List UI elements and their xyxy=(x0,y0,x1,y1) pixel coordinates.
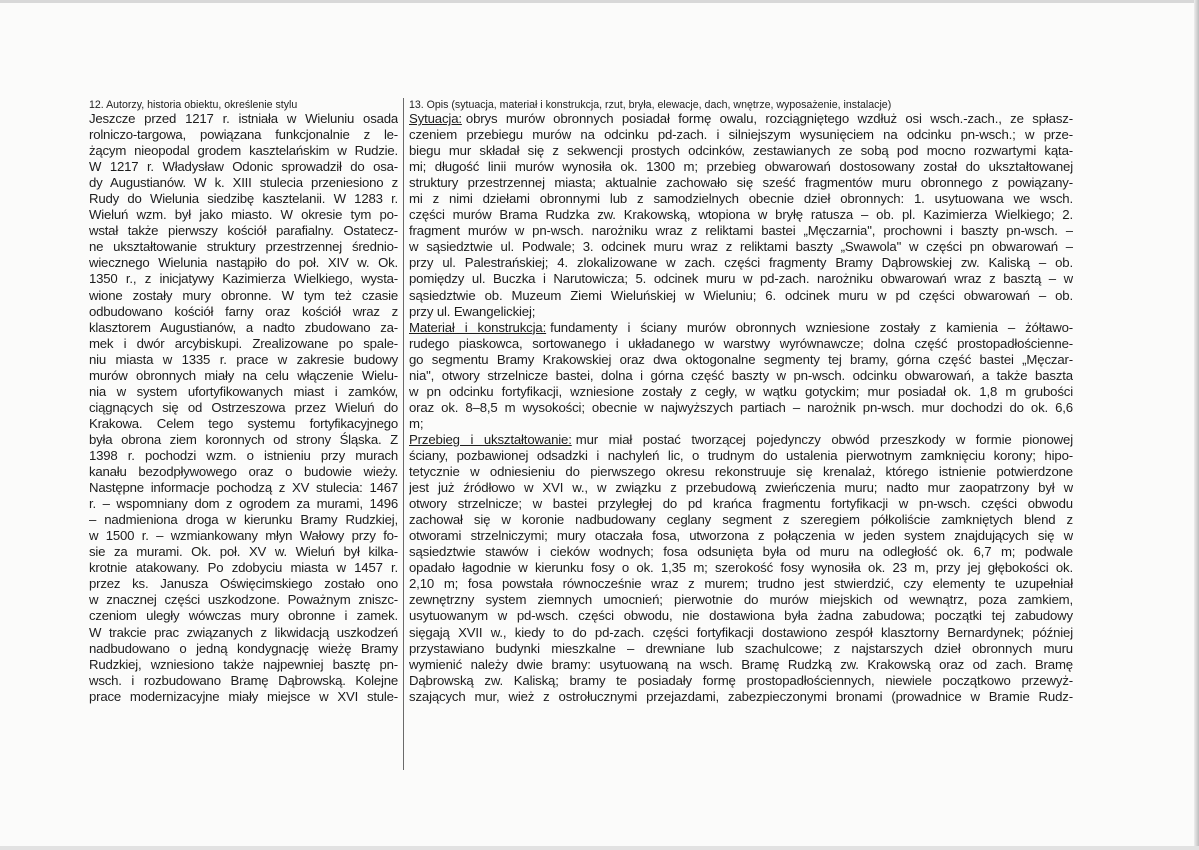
history-line: r. – wspomniany dom z ogrodem za murami, 1496 xyxy=(89,496,398,512)
description-line xyxy=(409,111,1073,127)
history-line: przez ks. Janusza Oświęcimskiego zostało ono xyxy=(89,576,398,592)
description-line: rudego piaskowca, sortowanego i układanego w warstwy wyrównawcze; dolna część prostopadłościenne- xyxy=(409,335,1073,351)
description-line: sąsiedztwie ob. Muzeum Ziemi Wieluńskiej w Wieluniu; 6. odcinek muru w pd części obwarowań – ob. xyxy=(409,287,1073,303)
history-line: wstał także pierwszy kościół parafialny. Ostatecz- xyxy=(89,223,398,239)
history-line: Rudy do Wielunia siedzibę kasztelanii. W 1283 r. xyxy=(89,191,398,207)
description-line xyxy=(409,432,1073,448)
description-line: opadało łagodnie w kierunku fosy o ok. 1,35 m; szerokość fosy wynosiła ok. 23 m, przy jej głębokości ok. xyxy=(409,560,1073,576)
description-line: Dąbrowską zw. Kaliską; bramy te posiadały formę prostopadłościennych, niewiele początkowo przewyż- xyxy=(409,672,1073,688)
history-line: Rudzkiej, wzniesiono także najpewniej basztę pn- xyxy=(89,656,398,672)
scan-edge-right xyxy=(1194,0,1199,850)
history-line: Jeszcze przed 1217 r. istniała w Wieluniu osada xyxy=(89,111,398,126)
history-line: klasztorem Augustianów, a nadto zbudowano za- xyxy=(89,319,398,335)
history-line: ne ukształtowanie struktury przestrzennej średnio- xyxy=(89,239,398,255)
description-line: jest już źródłowo w XVI w., w związku z przebudową zwieńczenia muru; nadto mur zaopatrzony był w xyxy=(409,480,1073,496)
description-column xyxy=(409,99,1073,705)
section-label: Materiał i konstrukcja: xyxy=(409,319,547,335)
description-line: struktury przestrzennej miasta; aktualnie zachowało się sześć fragmentów muru obronnego z powiązany- xyxy=(409,175,1073,191)
history-line: czeniom uległy wówczas mury obronne i zamek. xyxy=(89,608,398,624)
description-line: 2,10 m; fosa powstała równocześnie wraz z murem; trudno jest stwierdzić, czy elementy te uzupełniał xyxy=(409,576,1073,592)
description-line: przy ul. Palestrańskiej; 4. zlokalizowane w zach. części fragmenty Bramy Dąbrowskiej zw. Kaliską – ob. xyxy=(409,255,1073,271)
description-line: otworami strzelniczymi; mury otaczała fosa, utworzona z połączenia w jeden system znajdujących się w xyxy=(409,528,1073,544)
description-line: otwory strzelnicze; w bastei przyległej do pd krańca fragmentu fortyfikacji w pn-wsch. części obwodu xyxy=(409,496,1073,512)
history-line: sie za murami. Ok. poł. XV w. Wieluń był kilka- xyxy=(89,544,398,560)
history-line: dy Augustianów. W k. XIII stulecia przeniesiono z xyxy=(89,175,398,191)
description-line: zachował się w koronie nadbudowany ceglany segment z szeregiem półkoliście zamkniętych blend z xyxy=(409,512,1073,528)
description-line: tetycznie w odniesieniu do pierwszego okresu rekonstruuje się krenalaż, którego istnienie potwierdzone xyxy=(409,464,1073,480)
history-heading: 12. Autorzy, historia obiektu, określenie stylu xyxy=(89,99,298,111)
history-line: 1350 r., z inicjatywy Kazimierza Wielkiego, wysta- xyxy=(89,271,398,287)
description-line: zewnętrzny system ziemnych umocnień; pierwotnie do murów miejskich od wewnątrz, poza zamkiem, xyxy=(409,592,1073,608)
description-line: mi z nimi dziełami obronnymi lub z samodzielnych obecnie dzieł obronnych: 1. usytuowana we wsch. xyxy=(409,191,1073,207)
description-line xyxy=(409,320,1073,336)
description-line: wymienić należy dwie bramy: usytuowaną na wsch. Bramę Rudzką zw. Krakowską oraz od zach. Bramę xyxy=(409,656,1073,672)
history-column xyxy=(89,99,398,705)
scan-edge-bottom xyxy=(0,846,1199,850)
description-line: biegu mur składał się z sekwencji prostych odcinków, zestawianych ze sobą pod mocno rozwartymi kąta- xyxy=(409,143,1073,159)
history-line: kanału bezodpływowego oraz o budowie wieży. xyxy=(89,464,398,480)
description-line: sąsiedztwie stawów i cieków wodnych; fosa odsunięta była od muru na odległość ok. 6,7 m; podwale xyxy=(409,544,1073,560)
history-line: żącym nieopodal grodem kasztelańskim w Rudzie. xyxy=(89,143,398,159)
description-line: w sąsiedztwie ul. Podwale; 3. odcinek muru wraz z reliktami baszty „Swawola" w części pn obwarowań – xyxy=(409,239,1073,255)
history-line: wione zostały mury obronne. W tym też czasie xyxy=(89,287,398,303)
description-line: czeniem przebiegu murów na odcinku pd-zach. i silniejszym wysunięciem na odcinku pn-wsch.; w prze- xyxy=(409,127,1073,143)
section-text: fundamenty i ściany murów obronnych wzniesione zostały z kamienia – żółtawo- xyxy=(550,319,1073,335)
history-line: Krakowa. Celem tego systemu fortyfikacyjnego xyxy=(89,415,398,431)
description-line: ściany, pozbawionej odsadzki i nachyleń lic, o trudnym do ustalenia pierwotnym zamknięciu korony; hipo- xyxy=(409,447,1073,463)
history-line: wsch. i rozbudowano Bramę Dąbrowską. Kolejne xyxy=(89,672,398,688)
description-line: fragment murów w pn-wsch. narożniku wraz z reliktami bastei „Męczarnia", prochowni i baszty pn-wsch. – xyxy=(409,223,1073,239)
history-line: krotnie atakowany. Po zdobyciu miasta w 1457 r. xyxy=(89,560,398,576)
history-line: mek i dwór arcybiskupi. Zrealizowane po spale- xyxy=(89,335,398,351)
description-section xyxy=(409,320,1073,432)
history-line: W 1217 r. Władysław Odonic sprowadził do osa- xyxy=(89,159,398,175)
description-line: przy ul. Ewangelickiej; xyxy=(409,303,536,319)
history-line: ciągnących się od Ostrzeszowa przez Wieluń do xyxy=(89,399,398,415)
description-section xyxy=(409,111,1073,320)
description-line: w pn odcinku fortyfikacji, wzniesione zostały z cegły, w wątku gotyckim; mur posiadał ok. 1,8 m grubości xyxy=(409,383,1073,399)
column-divider xyxy=(403,98,404,770)
description-line: mi; długość linii murów wynosiła ok. 1300 m; przebieg obwarowań dostosowany został do ukształtowanej xyxy=(409,159,1073,175)
section-label: Przebieg i ukształtowanie: xyxy=(409,431,572,447)
history-line: – nadmieniona droga w kierunku Bramy Rudzkiej, xyxy=(89,512,398,528)
description-line: przystawiano budynki mieszkalne – drewniane lub szachulcowe; z najstarszych dzieł obronnych muru xyxy=(409,640,1073,656)
history-line: niu miasta w 1335 r. prace w zakresie budowy xyxy=(89,351,398,367)
description-heading: 13. Opis (sytuacja, materiał i konstrukcja, rzut, bryła, elewacje, dach, wnętrze, wyposażenie, instalacje) xyxy=(409,99,892,111)
history-line: w 1500 r. – wzmiankowany młyn Wałowy przy fo- xyxy=(89,528,398,544)
scan-edge-top xyxy=(0,0,1199,3)
section-text: obrys murów obronnych posiadał formę owalu, rozciągniętego wzdłuż osi wsch.-zach., ze spłasz- xyxy=(465,111,1073,126)
history-line: Następne informacje pochodzą z XV stulecia: 1467 xyxy=(89,480,398,496)
history-line: nia w system ufortyfikowanych miast i zamków, xyxy=(89,383,398,399)
section-label: Sytuacja: xyxy=(409,111,462,126)
history-line: W trakcie prac związanych z likwidacją uszkodzeń xyxy=(89,624,398,640)
description-text xyxy=(409,111,1073,705)
description-line: szających mur, wież z ostrołucznymi przejazdami, zabezpieczonymi bronami (prowadnice w Bramie Rudz- xyxy=(409,688,1073,704)
history-line: murów obronnych miały na celu włączenie Wielu- xyxy=(89,367,398,383)
history-line: Wieluń wzm. był jako miasto. W okresie tym po- xyxy=(89,207,398,223)
history-text xyxy=(89,111,398,705)
description-line: pomiędzy ul. Buczka i Narutowicza; 5. odcinek muru w pd-zach. narożniku obwarowań wraz z basztą – w xyxy=(409,271,1073,287)
history-line: rolniczo-targowa, powiązana funkcjonalnie z le- xyxy=(89,127,398,143)
description-line: nia", otwory strzelnicze bastei, dolna i górna część baszty w pn-wsch. odcinku obwarowań, a także baszta xyxy=(409,367,1073,383)
description-line: m; xyxy=(409,415,424,431)
history-line: nadbudowano o jedną kondygnację wieżę Bramy xyxy=(89,640,398,656)
history-line: 1398 r. pochodzi wzm. o istnieniu przy murach xyxy=(89,447,398,463)
description-line: sięgają XVII w., kiedy to do pd-zach. części fortyfikacji dostawiono zespół klasztorny Bernardynek; później xyxy=(409,624,1073,640)
description-line: oraz ok. 8–8,5 m wysokości; obecnie w najwyższych partiach – narożnik pn-wsch. mur dochodzi do ok. 6,6 xyxy=(409,399,1073,415)
history-line: odbudowano kościół farny oraz kościół wraz z xyxy=(89,303,398,319)
section-text: mur miał postać tworzącej pojedynczy obwód przeszkody w formie pionowej xyxy=(575,431,1073,447)
history-line: była obrona ziem koronnych od strony Śląska. Z xyxy=(89,431,398,447)
description-line: go segmentu Bramy Krakowskiej oraz dwa oktogonalne segmenty tej bramy, górna część bastei „Męczar- xyxy=(409,351,1073,367)
description-line: części murów Brama Rudzka zw. Krakowską, wtopiona w bryłę ratusza – ob. pl. Kazimierza Wielkiego; 2. xyxy=(409,207,1073,223)
description-line: usytuowanym w pd-wsch. części obwodu, nie dostawiona była żadna zabudowa; początki tej zabudowy xyxy=(409,608,1073,624)
history-line: wiecznego Wielunia nastąpiło do poł. XIV w. Ok. xyxy=(89,255,398,271)
history-line: prace modernizacyjne miały miejsce w XVI stule- xyxy=(89,688,398,704)
history-line: w znacznej części uszkodzone. Poważnym zniszc- xyxy=(89,592,398,608)
description-section xyxy=(409,432,1073,705)
